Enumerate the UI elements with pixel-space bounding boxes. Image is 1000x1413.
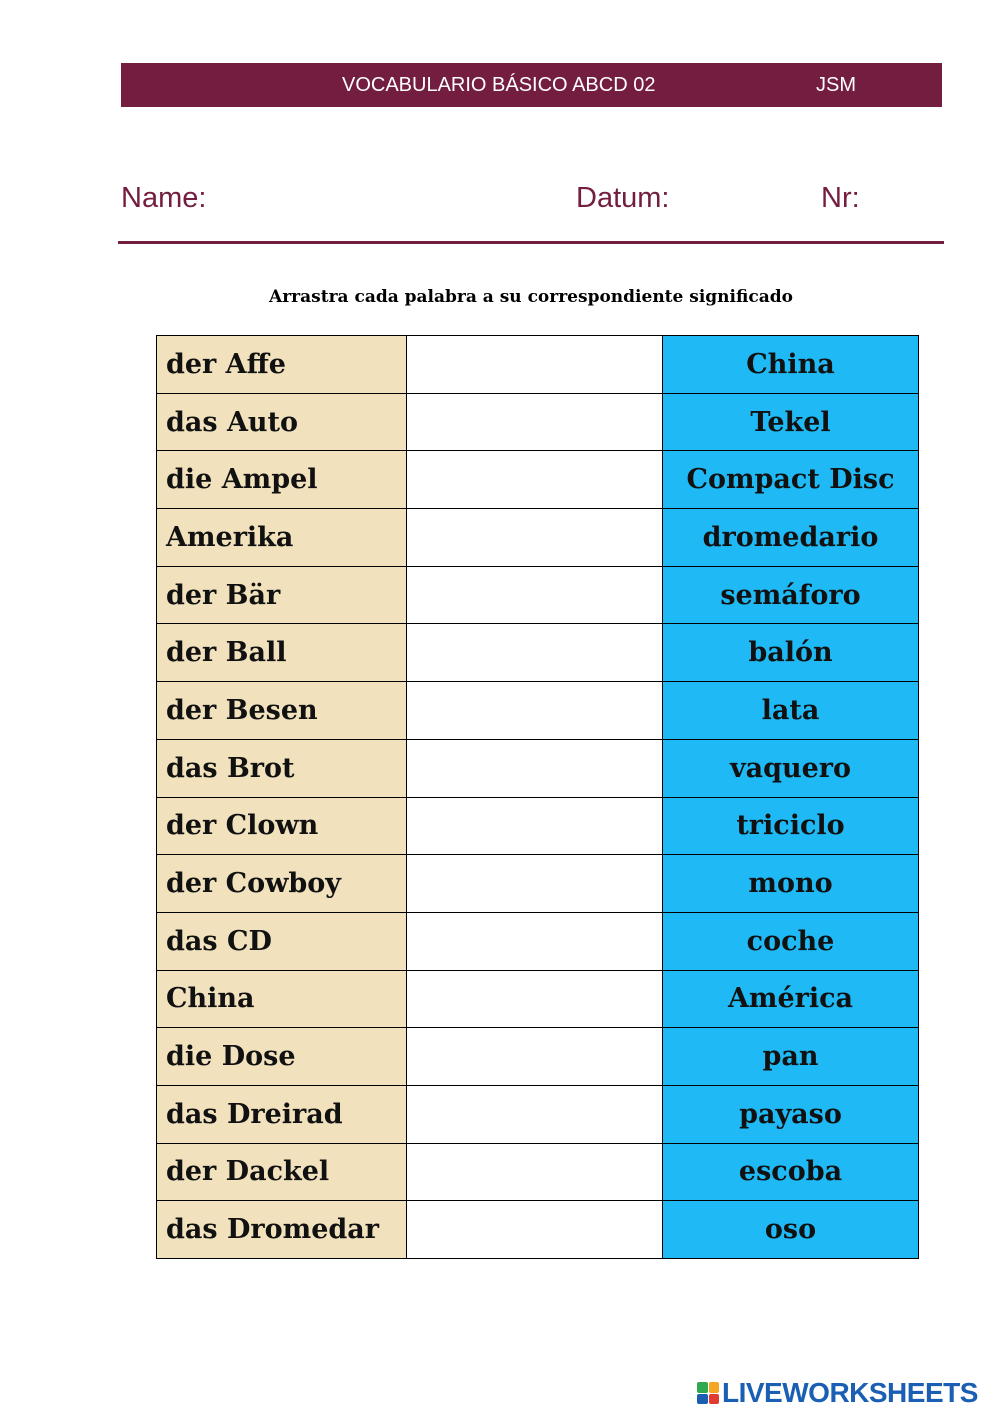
instruction-text: Arrastra cada palabra a su correspondiente significado [269,287,793,307]
table-row [157,1201,919,1259]
word-cell[interactable]: Amerika [157,509,407,567]
header-divider [118,241,944,244]
word-cell[interactable]: die Dose [157,1028,407,1086]
meaning-cell[interactable]: payaso [663,1085,919,1143]
meaning-cell[interactable]: lata [663,682,919,740]
meaning-cell[interactable]: vaquero [663,739,919,797]
meaning-cell[interactable]: triciclo [663,797,919,855]
table-row [157,1028,919,1086]
drop-target-cell[interactable] [407,912,663,970]
worksheet-title: VOCABULARIO BÁSICO ABCD 02 [342,74,656,96]
vocabulary-table [156,335,919,1259]
table-row [157,970,919,1028]
meaning-cell[interactable]: pan [663,1028,919,1086]
meaning-cell[interactable]: Tekel [663,393,919,451]
table-row [157,624,919,682]
meaning-cell[interactable]: mono [663,855,919,913]
word-cell[interactable]: der Clown [157,797,407,855]
meaning-cell[interactable]: oso [663,1201,919,1259]
date-label: Datum: [576,182,670,214]
table-row [157,451,919,509]
word-cell[interactable]: das Dreirad [157,1085,407,1143]
table-row [157,682,919,740]
drop-target-cell[interactable] [407,566,663,624]
table-row [157,1085,919,1143]
liveworksheets-logo [697,1378,978,1408]
drop-target-cell[interactable] [407,393,663,451]
word-cell[interactable]: China [157,970,407,1028]
drop-target-cell[interactable] [407,682,663,740]
worksheet-author: JSM [816,74,856,96]
table-row [157,566,919,624]
header-bar [121,63,942,107]
drop-target-cell[interactable] [407,1028,663,1086]
word-cell[interactable]: die Ampel [157,451,407,509]
drop-target-cell[interactable] [407,1201,663,1259]
word-cell[interactable]: der Affe [157,336,407,394]
word-cell[interactable]: das Brot [157,739,407,797]
liveworksheets-logo-icon [697,1382,719,1404]
drop-target-cell[interactable] [407,451,663,509]
word-cell[interactable]: der Besen [157,682,407,740]
name-label: Name: [121,182,207,214]
word-cell[interactable]: der Ball [157,624,407,682]
drop-target-cell[interactable] [407,855,663,913]
table-row [157,393,919,451]
meaning-cell[interactable]: balón [663,624,919,682]
number-label: Nr: [821,182,860,214]
liveworksheets-logo-text: LIVEWORKSHEETS [722,1377,978,1408]
word-cell[interactable]: der Dackel [157,1143,407,1201]
meaning-cell[interactable]: Compact Disc [663,451,919,509]
meaning-cell[interactable]: escoba [663,1143,919,1201]
vocabulary-table-body [157,336,919,1259]
word-cell[interactable]: das CD [157,912,407,970]
meaning-cell[interactable]: China [663,336,919,394]
word-cell[interactable]: das Dromedar [157,1201,407,1259]
drop-target-cell[interactable] [407,624,663,682]
meaning-cell[interactable]: semáforo [663,566,919,624]
table-row [157,912,919,970]
meaning-cell[interactable]: coche [663,912,919,970]
word-cell[interactable]: das Auto [157,393,407,451]
drop-target-cell[interactable] [407,509,663,567]
drop-target-cell[interactable] [407,797,663,855]
table-row [157,509,919,567]
table-row [157,1143,919,1201]
table-row [157,336,919,394]
drop-target-cell[interactable] [407,336,663,394]
table-row [157,797,919,855]
drop-target-cell[interactable] [407,739,663,797]
table-row [157,855,919,913]
drop-target-cell[interactable] [407,1143,663,1201]
drop-target-cell[interactable] [407,970,663,1028]
table-row [157,739,919,797]
word-cell[interactable]: der Bär [157,566,407,624]
meaning-cell[interactable]: América [663,970,919,1028]
drop-target-cell[interactable] [407,1085,663,1143]
meaning-cell[interactable]: dromedario [663,509,919,567]
word-cell[interactable]: der Cowboy [157,855,407,913]
